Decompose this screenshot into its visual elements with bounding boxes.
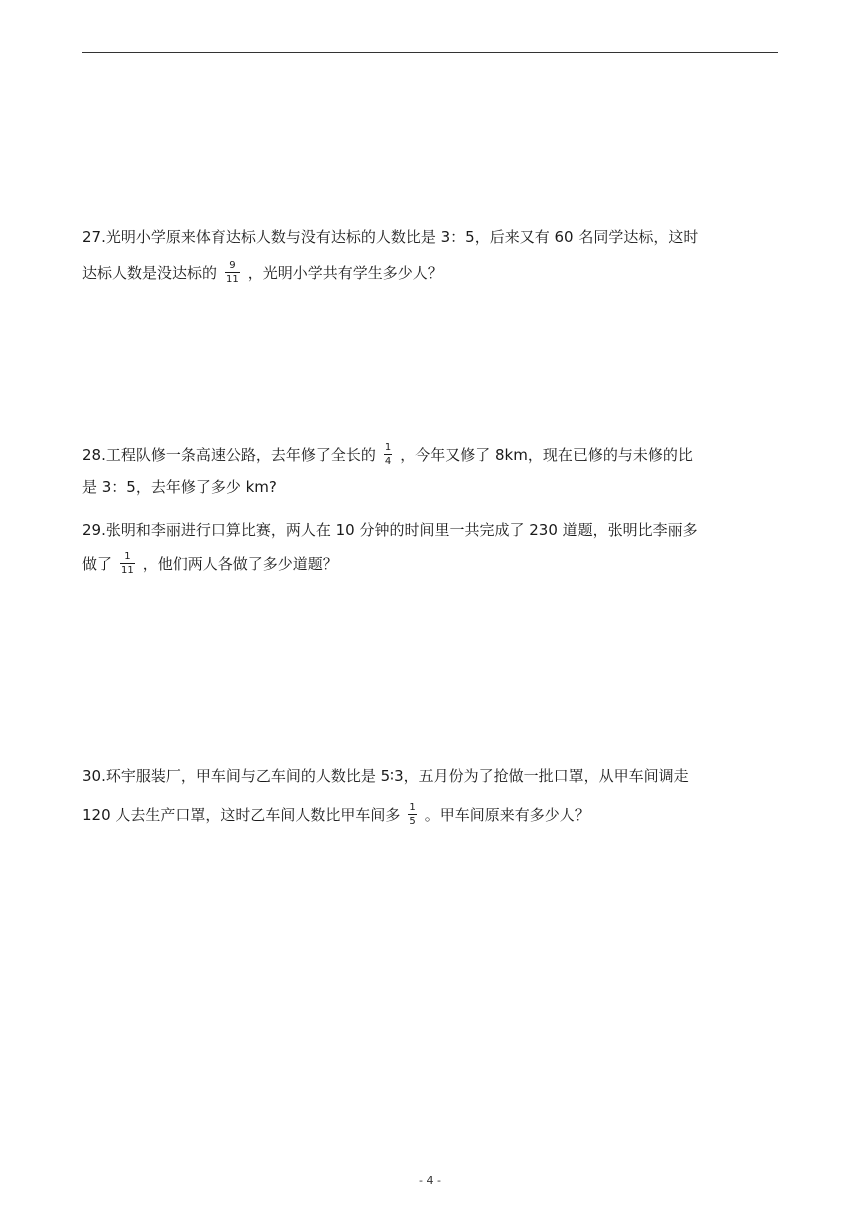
fraction-denominator: 4	[384, 456, 392, 467]
fraction-numerator: 1	[409, 802, 416, 813]
question-28-line-1	[82, 442, 782, 467]
question-28-text-before-fraction: 28.工程队修一条高速公路，去年修了全长的	[82, 446, 376, 464]
fraction-numerator: 1	[384, 442, 392, 453]
fraction-1-11	[120, 551, 135, 576]
fraction-denominator: 5	[409, 816, 416, 827]
question-29-text-after-fraction: ，他们两人各做了多少道题？	[142, 555, 338, 573]
question-27-text-before-fraction: 达标人数是没达标的	[82, 264, 218, 282]
fraction-denominator: 11	[226, 274, 239, 285]
fraction-1-4	[384, 442, 392, 467]
question-30	[82, 766, 782, 827]
question-27-line-1: 27.光明小学原来体育达标人数与没有达标的人数比是 3：5，后来又有 60 名同学达标，这时	[82, 228, 699, 246]
question-29-line-2	[82, 551, 782, 576]
fraction-numerator: 1	[120, 551, 135, 564]
fraction-numerator: 9	[225, 260, 240, 273]
question-30-line-2	[82, 802, 782, 827]
question-28-text-after-fraction: ，今年又修了 8km，现在已修的与未修的比	[400, 446, 693, 464]
fraction-9-11	[225, 260, 240, 285]
question-27	[82, 227, 782, 285]
question-29-text-before-fraction: 做了	[82, 555, 113, 573]
fraction-1-5	[408, 802, 416, 827]
question-29	[82, 520, 782, 576]
question-30-text-before-fraction: 120 人去生产口罩，这时乙车间人数比甲车间多	[82, 806, 401, 824]
page-number: - 4 -	[419, 1174, 441, 1187]
question-27-text-after-fraction: ，光明小学共有学生多少人？	[247, 264, 443, 282]
header-rule	[82, 52, 778, 53]
question-28	[82, 443, 782, 497]
fraction-denominator: 11	[121, 565, 134, 576]
question-30-line-1: 30.环宇服装厂，甲车间与乙车间的人数比是 5∶3，五月份为了抢做一批口罩，从甲车间调走	[82, 767, 689, 785]
question-29-line-1: 29.张明和李丽进行口算比赛，两人在 10 分钟的时间里一共完成了 230 道题，张明比李丽多	[82, 521, 698, 539]
question-27-line-2	[82, 260, 782, 285]
question-30-text-after-fraction: 。甲车间原来有多少人？	[424, 806, 590, 824]
question-28-line-2: 是 3：5，去年修了多少 km?	[82, 478, 277, 496]
